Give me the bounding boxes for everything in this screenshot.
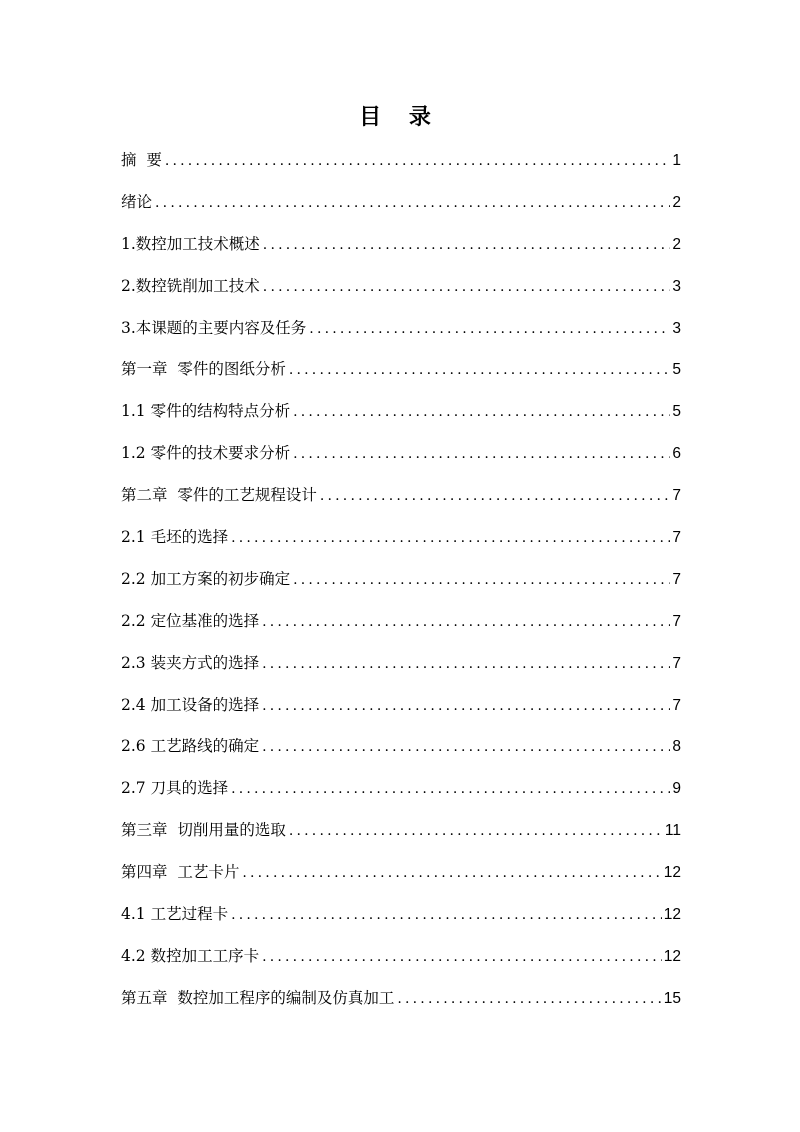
toc-entry[interactable]: [121, 726, 681, 768]
toc-entry-page: 2: [672, 235, 681, 253]
toc-entry-page: 7: [672, 529, 681, 547]
toc-leader-dots: [293, 434, 670, 476]
toc-entry-label: 4.2 数控加工工序卡: [121, 946, 260, 965]
toc-entry[interactable]: [121, 140, 681, 182]
toc-leader-dots: [309, 309, 670, 351]
toc-leader-dots: [262, 686, 670, 728]
toc-leader-dots: [231, 518, 670, 560]
toc-entry[interactable]: [121, 852, 681, 894]
toc-entry-label: 2.4 加工设备的选择: [121, 695, 260, 714]
toc-leader-dots: [262, 937, 662, 979]
toc-entry-page: 3: [672, 277, 681, 295]
toc-entry-label: 2.1 毛坯的选择: [121, 528, 229, 547]
toc-leader-dots: [263, 225, 671, 267]
toc-entry[interactable]: [121, 601, 681, 643]
toc-entry-label: 1.1 零件的结构特点分析: [121, 402, 291, 421]
toc-entry-label: 3.本课题的主要内容及任务: [121, 318, 307, 337]
toc-leader-dots: [263, 267, 671, 309]
toc-entry-label: 2.7 刀具的选择: [121, 779, 229, 798]
toc-entry[interactable]: [121, 894, 681, 936]
toc-leader-dots: [155, 183, 670, 225]
toc-entry[interactable]: [121, 768, 681, 810]
toc-entry-page: 5: [672, 361, 681, 379]
toc-entry-page: 6: [672, 445, 681, 463]
toc-entry[interactable]: [121, 810, 681, 852]
toc-leader-dots: [320, 476, 671, 518]
toc-entry-page: 7: [672, 654, 681, 672]
toc-leader-dots: [397, 979, 661, 1021]
toc-entry-page: 12: [663, 906, 681, 924]
toc-entry-label: 第三章 切削用量的选取: [121, 821, 286, 840]
toc-leader-dots: [231, 895, 662, 937]
toc-leader-dots: [293, 392, 670, 434]
toc-leader-dots: [289, 811, 663, 853]
toc-leader-dots: [262, 602, 670, 644]
toc-entry-page: 12: [663, 864, 681, 882]
toc-entry-label: 第四章 工艺卡片: [121, 863, 240, 882]
toc-entry-page: 7: [672, 696, 681, 714]
toc-entry-page: 15: [663, 989, 681, 1007]
toc-entry-label: 2.6 工艺路线的确定: [121, 737, 260, 756]
toc-entry-label: 第一章 零件的图纸分析: [121, 360, 286, 379]
toc-entry[interactable]: [121, 475, 681, 517]
toc-entry-label: 绪论: [121, 192, 153, 211]
toc-entry[interactable]: [121, 559, 681, 601]
toc-leader-dots: [289, 350, 671, 392]
toc-entry-label: 第五章 数控加工程序的编制及仿真加工: [121, 988, 395, 1007]
toc-entry-label: 2.2 加工方案的初步确定: [121, 569, 291, 588]
toc-entry-page: 8: [672, 738, 681, 756]
toc-entry[interactable]: [121, 391, 681, 433]
toc-entry[interactable]: [121, 182, 681, 224]
toc-leader-dots: [165, 141, 671, 183]
toc-entry-page: 12: [663, 947, 681, 965]
toc-entry[interactable]: [121, 643, 681, 685]
toc-entry-page: 7: [672, 487, 681, 505]
toc-entry[interactable]: [121, 266, 681, 308]
toc-entry-page: 9: [672, 780, 681, 798]
toc-entry-page: 3: [672, 319, 681, 337]
toc-entry-label: 2.数控铣削加工技术: [121, 276, 260, 295]
toc-entry-page: 5: [672, 403, 681, 421]
toc-leader-dots: [231, 769, 670, 811]
toc-entry-label: 1.2 零件的技术要求分析: [121, 444, 291, 463]
toc-entry-page: 7: [672, 612, 681, 630]
toc-entry-label: 第二章 零件的工艺规程设计: [121, 486, 317, 505]
toc-entry[interactable]: [121, 349, 681, 391]
toc-entry-page: 2: [672, 193, 681, 211]
toc-entry[interactable]: [121, 936, 681, 978]
toc-leader-dots: [293, 560, 670, 602]
toc-entry[interactable]: [121, 308, 681, 350]
toc-entry-label: 2.2 定位基准的选择: [121, 611, 260, 630]
toc-entry-label: 1.数控加工技术概述: [121, 234, 260, 253]
toc-entry-label: 2.3 装夹方式的选择: [121, 653, 260, 672]
toc-entry[interactable]: [121, 224, 681, 266]
toc-entry[interactable]: [121, 433, 681, 475]
toc-entry[interactable]: [121, 685, 681, 727]
toc-leader-dots: [242, 853, 661, 895]
toc-entry-label: 摘 要: [121, 151, 162, 169]
toc-entry-page: 1: [672, 152, 681, 169]
toc-title: 目 录: [359, 105, 441, 130]
toc-entry-label: 4.1 工艺过程卡: [121, 905, 229, 924]
toc-entry-page: 11: [664, 822, 681, 840]
toc-leader-dots: [262, 727, 670, 769]
toc-entry-page: 7: [672, 570, 681, 588]
toc-leader-dots: [262, 644, 670, 686]
toc-entry[interactable]: [121, 978, 681, 1020]
toc-entry[interactable]: [121, 517, 681, 559]
toc-list: [121, 140, 681, 1020]
